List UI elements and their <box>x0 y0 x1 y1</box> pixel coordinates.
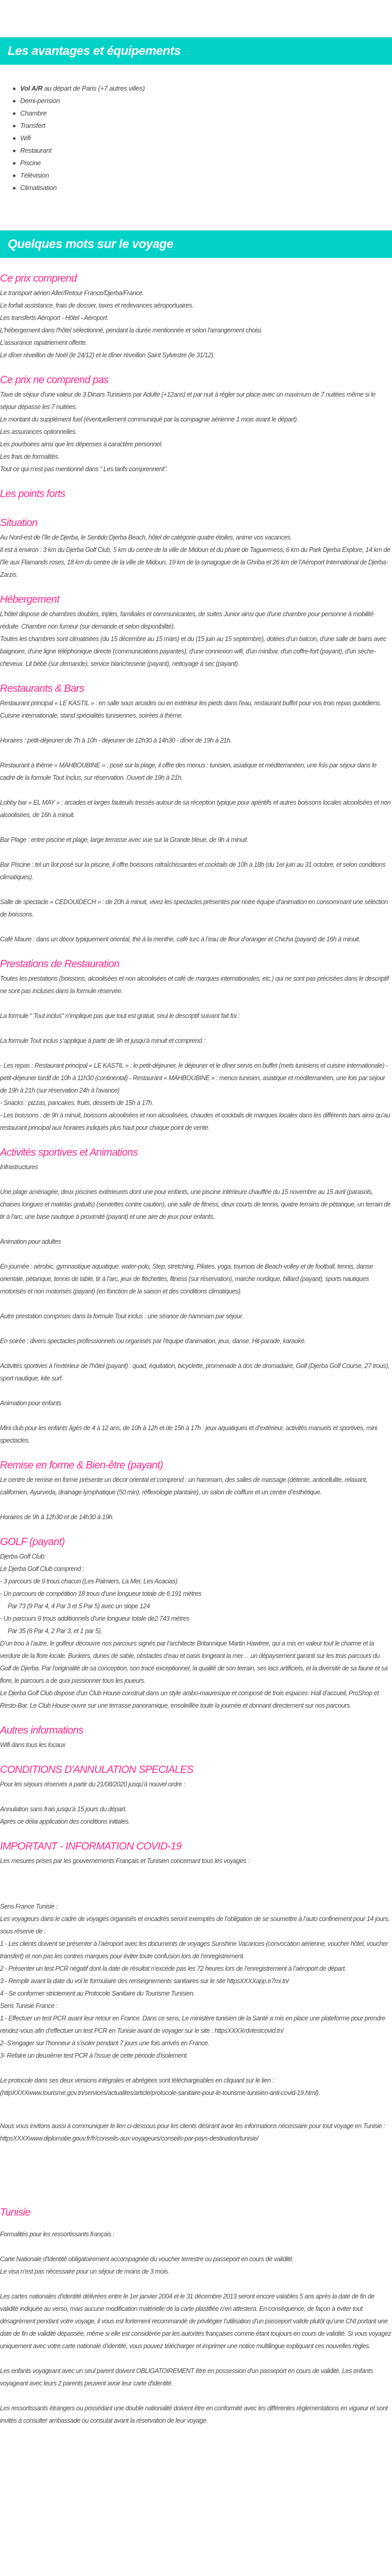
text-line: Pour les séjours réservés à partir du 21/08/2020 jusqu’à nouvel ordre : <box>0 1781 185 1788</box>
text-line: Taxe de séjour d'une valeur de 3 Dinars Tunisiens par Adulte (+12ans) et par nuit à régler sur place avec un maximum de 7 nuitées même si le séjour dépasse les 7 nuitées. <box>0 391 375 411</box>
text-line: Le visa n’est pas nécessaire pour un séjour de moins de 3 mois. <box>0 2268 170 2275</box>
text-line: - Les boissons : de 9h à minuit, boissons alcoolisées et non alcoolisées, chaudes et cocktails de marques locales dans les différents bars ainsi qu'au restaurant principal aux horaires indiqués plus haut pour chaque point de vente. <box>0 1112 390 1131</box>
diplomatie-link-text: httpsXXXXwww.diplomatie.gouv.fr/fr/conseils-aux-voyageurs/conseils-par-pays-destination/tunisie/ <box>0 2135 259 2142</box>
text-line: Carte Nationale d'Identité obligatoirement accompagnée du voucher terrestre ou passeport en cours de validité. <box>0 2255 294 2263</box>
text-line: L'hébergement dans l'hôtel sélectionné, pendant la durée mentionnée et selon l'arrangement choisi. <box>0 327 263 334</box>
text-paragraph: Les ressortissants étrangers ou possédant une double nationalité doivent être en conformité avec les différentes règlementations en vigueur et sont invités à consulter ambassade ou consulat avant la réservation de leur voyage. <box>0 2405 388 2424</box>
section-heading: Tunisie <box>0 2207 31 2218</box>
feature-item: Télévision <box>13 169 392 182</box>
feature-item: Piscine <box>13 157 392 169</box>
spacer <box>0 1867 392 1888</box>
text-paragraph: Horaires : petit-déjeuner de 7h à 10h - déjeuner de 12h30 à 14h30 - dîner de 19h à 21h. <box>0 737 232 744</box>
text-line: Il est à environ : 3 km du Djerba Golf Club, 5 km du centre de la ville de Midoun et du phare de Taguermess, 6 km du Park Djerba Explore, 14 km de l'île aux Flamands roses, 18 km du centre de la ville de Midoun, 19 km de la synagogue de la Ghriba et 26 km de l’Aéroport International de Djerba-Zarzis. <box>0 546 390 578</box>
text-line: Au Nord-est de l’île de Djerba, le Sentido Djerba Beach, hôtel de catégorie quatre étoiles, anime vos vacances. <box>0 534 292 541</box>
text-line: Formalités pour les ressortissants français : <box>0 2231 114 2238</box>
feature-item: Demi-pension <box>13 95 392 107</box>
features-list <box>0 82 392 194</box>
text-line: - Les repas : Restaurant principal « LE KASTIL » : le petit-déjeuner, le déjeuner et le dîner servis en buffet (mets tunisiens et cuisine internationale) - petit-déjeuner tardif de 10h à 11h30 (continental) - Restaurant « MAHBOUBINE » : menus tunisien, asiatique et méditerranéen, une fois par séjour de 19h à 21h (sur réservation 24h à l'avance) <box>0 1062 388 1094</box>
text-line: L'assurance rapatriement offerte. <box>0 339 87 346</box>
section-prestations <box>0 957 392 1134</box>
section-heading: Situation <box>0 517 38 529</box>
text-paragraph: Le centre de remise en forme présente un décor oriental et comprend : un hammam, des salles de massage (détente, anticellulite, relaxant, californien, Ayurveda, drainage lymphatique (50 min), réflexologie plantaire), un salon de coiffure et un centre d’esthétique. <box>0 1476 368 1496</box>
text-paragraph: Les enfants voyageant avec un seul parent doivent OBLIGATOIREMENT être en possession d'un passeport en cours de validité. Les enfants voyageant avec leurs 2 parents peuvent avoir leur carte d'identité. <box>0 2367 373 2387</box>
trip-details-page <box>0 37 392 2427</box>
section-heading: Ce prix ne comprend pas <box>0 374 109 386</box>
section-heading: CONDITIONS D'ANNULATION SPECIALES <box>0 1764 193 1775</box>
section-heading: Autres informations <box>0 1725 83 1736</box>
text-line: Le transport aérien Aller/Retour France/Djerba/France. <box>0 289 144 297</box>
text-line: Toutes les chambres sont climatisées (du 15 décembre au 15 mars) et du (15 juin au 15 septembre), dotées d’un balcon, d'une salle de bains avec baignoire, d'une ligne téléphonique directe (communications payantes), d'une connexion wifi, d'un minibar, d'un coffre-fort (payant), d'un sèche-cheveux. Lit bébé (sur demande), service blanchisserie (payant), nettoyage à sec (payant). <box>0 635 387 667</box>
text-paragraph: Café Maure : dans un décor typiquement oriental, thé à la menthe, café turc à l’eau de fleur d’oranger et Chicha (payant) de 16h à minuit. <box>0 936 360 943</box>
text-paragraph: Le Djerba Golf Club dispose d’un Club House construit dans un style arabo-mauresque et composé de trois espaces: Hall d’accueil, ProShop et Resto-Bar. Le Club House ouvre sur une terrasse panoramique, ensoleillée toute la journée et donnant directement sur nos parcours. <box>0 1690 379 1709</box>
features-banner: Les avantages et équipements <box>0 37 392 65</box>
text-paragraph: Bar Piscine : tel un îlot posé sur la piscine, il offre boissons rafraîchissantes et cocktails de 10h à 18h (du 1er juin au 31 octobre, et selon conditions climatiques). <box>0 861 386 881</box>
section-covid <box>0 1839 392 2145</box>
text-line: 1 - Les clients doivent se présenter à l’aéroport avec les documents de voyages Sunshine Vacances (convocation aérienne, voucher hôtel, voucher transfert) et non pas les contres marques pour éviter toute confusion lors de l’enregistrement. <box>0 1940 388 1960</box>
voyage-content <box>0 271 392 2427</box>
section-restaurants <box>0 681 392 945</box>
text-paragraph: En soirée : divers spectacles professionnels ou organisés par l'équipe d'animation, jeux, danse. Hit-parade, karaoké. <box>0 1337 306 1345</box>
text-paragraph: Une plage aménagée, deux piscines extérieures dont une pour enfants, une piscine intérieure chauffée du 15 novembre au 15 avril (parasols, chaises longues et matelas gratuits) (serviettes contre caution), une salle de fitness, deux courts de tennis, quatre terrains de pétanque, un terrain de tir à l'arc, une base nautique à proximité (payant) et une aire de jeux pour enfants. <box>0 1188 391 1220</box>
text-line: 1 - Effectuer un test PCR avant leur retour en France. Dans ce sens, Le ministère tunisien de la Santé a mis en place une plateforme pour prendre rendez-vous afin d’effectuer un test PCR en Tunisie avant de voyager sur le site : httpsXXXXrdvtestcovid.tn/ <box>0 2015 385 2034</box>
feature-item: Transfert <box>13 120 392 132</box>
feature-bold: Vol A/R <box>20 84 43 92</box>
text-paragraph: Restaurant principal « LE KASTIL » : en salle sous arcades ou en extérieur les pieds dans l'eau, restaurant buffet pour vos trois repas quotidiens. Cuisine internationale, stand spécialités tunisiennes, soirées à thème. <box>0 700 382 719</box>
text-paragraph: Lobby bar « EL MAY » : arcades et larges fauteuils tressés autour de sa réception typique pour apéritifs et autres boissons locales alcoolisées et non alcoolisées, de 16h à minuit. <box>0 799 391 819</box>
section-heading: Les points forts <box>0 488 66 500</box>
section-heading: Activités sportives et Animations <box>0 1147 138 1158</box>
section-heading: Ce prix comprend <box>0 273 77 284</box>
section-annulation <box>0 1763 392 1828</box>
text-paragraph: D’un trou à l’autre, le golfeur découvre nos parcours signés par l’architecte Britannique Martin Hawtree, qui a mis en valeur tout le charme et la verdure de la flore locale. Bunkers, dunes de sable, obstacles d’eau et oasis longeant la mer… un dépaysement garanti sur les trois parcours du Golf de Djerba. Par l’originalité de sa conception, son tracé exceptionnel, la qualité de son terrain, ses lacs artificiels, et la diversité de sa faune et sa flore, le parcours a de quoi passionner tous les joueurs. <box>0 1640 388 1684</box>
section-golf <box>0 1535 392 1712</box>
text-line: Les voyageurs dans le cadre de voyages organisés et encadrés seront exemptés de l’obligation de se soumettre à l’auto confinement pour 14 jours, sous réserve de : <box>0 1915 390 1935</box>
text-line: Par 35 (6 Par 4, 2 Par 3, et 1 par 5). <box>8 1627 102 1635</box>
section-activites <box>0 1145 392 1447</box>
section-heading: Restaurants & Bars <box>0 683 84 694</box>
text-line: Sens Tunisie France : <box>0 2002 58 2010</box>
text-line: - Snacks : pizzas, pancakes, fruits, desserts de 15h à 17h. <box>0 1099 154 1107</box>
text-line: Par 73 (9 Par 4, 4 Par 3 et 5 Par 5) avec un slope 124 <box>8 1603 150 1610</box>
text-line: Wifi dans tous les locaux <box>0 1741 66 1749</box>
text-paragraph: Autre prestation comprises dans la formule Tout inclus : une séance de hammam par séjour. <box>0 1313 244 1320</box>
subheading: Animation pour adultes <box>0 1238 61 1245</box>
feature-item: Wifi <box>13 132 392 144</box>
feature-item: Vol A/R au départ de Paris (+7 autres villes) <box>13 82 392 95</box>
text-line: Le dîner réveillon de Noël (le 24/12) et le dîner réveillon Saint Sylvestre (le 31/12). <box>0 352 215 359</box>
text-paragraph: La formule Tout inclus s’applique à partir de 9h et jusqu’à minuit et comprend : <box>0 1037 205 1044</box>
text-line: Le montant du supplément fuel (éventuellement communiqué par la compagnie aérienne 1 mois avant le départ). <box>0 416 298 423</box>
text-line: Les pourboires ainsi que les dépenses à caractère personnel. <box>0 441 163 448</box>
section-remise-en-forme <box>0 1458 392 1523</box>
text-line: Tout ce qui n'est pas mentionné dans " Les tarifs comprennent". <box>0 465 168 473</box>
subheading: Infrastructures <box>0 1163 38 1171</box>
spacer <box>0 2099 392 2120</box>
text-paragraph: Horaires de 9h à 12h30 et de 14h30 à 19h. <box>0 1513 114 1521</box>
text-paragraph: Toutes les prestations (boissons, alcoolisées et non alcoolisées et café de marques internationales, etc.) qui ne sont pas précisées dans le descriptif ne sont pas incluses dans la formule réservée. <box>0 975 389 995</box>
text-line: - 3 parcours de 9 trous chacun (Les Palmiers, La Mer, Les Acacias) <box>0 1578 177 1585</box>
section-heading: GOLF (payant) <box>0 1536 65 1548</box>
section-points-forts <box>0 487 392 501</box>
protocole-link-text: Le protocole dans ses deux versions intégrales et abrégées sont téléchargeables en cliquant sur le lien : (httpXXXXwww.tourisme.gov.tn/services/actualites/article/protocole-sanitaire-pour-le-tourisme-tunisien-anti-covid-19.html). <box>0 2077 320 2097</box>
section-situation <box>0 516 392 581</box>
text-paragraph: En journée : aérobic, gymnastique aquatique, water-polo, Step, stretching, Pilates, yoga, tournois de Beach-volley et de football, tennis, danse orientale, pétanque, tennis de table, tir à l’arc, jeux de fléchettes, fitness (sur réservation), marche nordique, billard (payant), sports nautiques motorisés et non motorisés (payant) (en fonction de la saison et des conditions climatiques). <box>0 1263 373 1295</box>
section-prix-comprend <box>0 271 392 361</box>
section-tunisie <box>0 2205 392 2427</box>
text-line: Les frais de formalités. <box>0 453 59 460</box>
text-paragraph: Nous vous invitons aussi à communiquer le lien ci-dessous pour les clients désirant avoir les informations nécessaire pour tout voyage en Tunisie : <box>0 2122 385 2130</box>
text-line: 4 - Se conformer strictement au Protocole Sanitaire du Tourisme Tunisien. <box>0 1990 195 1997</box>
text-line: - Un parcours de compétition 18 trous d’une longueur totale de 6 191 mètres <box>0 1590 202 1597</box>
text-line: 3 - Remplir avant la date du vol le formulaire des renseignements sanitaires sur le site httpsXXXXapp.e7mi.tn/ <box>0 1977 289 1985</box>
text-line: Annulation sans frais jusqu’à 15 jours du départ. <box>0 1806 127 1813</box>
text-line: Les assurances optionnelles. <box>0 428 77 435</box>
text-paragraph: Mini club pour les enfants âgés de 4 à 12 ans, de 10h à 12h et de 15h à 17h : jeux aquatiques et d’extérieur, activités manuels et sportives, mini spectacles. <box>0 1424 378 1444</box>
text-line: Sens France Tunisie : <box>0 1903 58 1910</box>
text-line: - Un parcours 9 trous additionnels d’une longueur totale de2 743 mètres <box>0 1615 190 1622</box>
text-line: 2- S’engager sur l’honneur à s’isoler pendant 7 jours une fois arrivés en France. <box>0 2040 209 2047</box>
text-paragraph: Bar Plage : entre piscine et plage, large terrasse avec vue sur la Grande bleue, de 9h à minuit. <box>0 836 249 843</box>
feature-item: Restaurant <box>13 144 392 157</box>
text-paragraph: Restaurant à thème « MAHBOUBINE » : posé sur la plage, il offre des menus : tunisien, asiatique et méditerranéen, une fois par séjour dans le cadre de la formule Tout Inclus, sur réservation. Ouvert de 19h à 21h. <box>0 762 376 781</box>
text-line: 3- Refaire un deuxième test PCR à l’issue de cette période d’isolement. <box>0 2052 188 2059</box>
voyage-banner: Quelques mots sur le voyage <box>0 230 392 258</box>
text-line: Les transferts Aéroport - Hôtel - Aéroport. <box>0 314 109 322</box>
text-line: Djerba Golf Club: <box>0 1553 46 1560</box>
section-autres-informations <box>0 1723 392 1751</box>
feature-item: Climatisation <box>13 182 392 194</box>
section-prix-ne-comprend-pas <box>0 373 392 475</box>
text-line: L'hôtel dispose de chambres doubles, triples, familiales et communicantes, de suites Junior ainsi que d'une chambre pour personne à mobilité réduite. Chambre non fumeur (sur demande et selon disponibilité). <box>0 610 374 630</box>
subheading: Animation pour enfants <box>0 1400 62 1407</box>
section-heading: IMPORTANT - INFORMATION COVID-19 <box>0 1841 182 1852</box>
section-heading: Hébergement <box>0 594 59 605</box>
section-hebergement <box>0 592 392 670</box>
text-line: Le Djerba Golf Club comprend : <box>0 1565 84 1573</box>
section-heading: Prestations de Restauration <box>0 958 119 970</box>
spacer <box>0 2156 392 2205</box>
section-heading: Remise en forme & Bien-être (payant) <box>0 1460 163 1471</box>
text-line: Les mesures prises par les gouvernements Français et Tunisien concernant tous les voyages : <box>0 1857 249 1865</box>
text-line: Le forfait assistance, frais de dossier, taxes et redevances aéroportuaires. <box>0 302 194 309</box>
text-line: 2 - Présenter un test PCR négatif dont la date de résultat n’excède pas les 72 heures lors de l’enregistrement à l’aéroport de départ. <box>0 1965 346 1972</box>
text-paragraph: La formule " Tout inclus" n’implique pas que tout est gratuit, seul le descriptif suivant fait foi : <box>0 1012 239 1020</box>
text-paragraph: Salle de spectacle « CEDOUIDECH » : de 20h à minuit, vivez les spectacles présentés par notre équipe d’animation en consommant une sélection de boissons. <box>0 898 388 918</box>
feature-item: Chambre <box>13 107 392 120</box>
text-line: Après ce délai application des conditions initiales. <box>0 1818 130 1825</box>
text-paragraph: Activités sportives à l’extérieur de l’hôtel (payant) : quad, équitation, bicyclette, promenade à dos de dromadaire, Golf (Djerba Golf Course, 27 trous), sport nautique, kite surf. <box>0 1362 390 1382</box>
text-paragraph: Les cartes nationales d’identité délivrées entre le 1er janvier 2004 et le 31 décembre 2013 seront encore valables 5 ans après la date de fin de validité indiquée au verso, mais aucune modification matérielle de la carte plastifiée n’en attestera. En conséquence, de façon à éviter tout désagrément pendant votre voyage, il vous est fortement recommandé de privilégier l’utilisation d’un passeport valide plutôt qu’une CNI portant une date de fin de validité dépassée, même si elle est considérée par les autorités françaises comme étant toujours en cours de validité. Si vous voyagez uniquement avec votre carte nationale d’identité, vous pouvez télécharger et imprimer une notice multilingue expliquant ces nouvelles règles. <box>0 2293 391 2350</box>
